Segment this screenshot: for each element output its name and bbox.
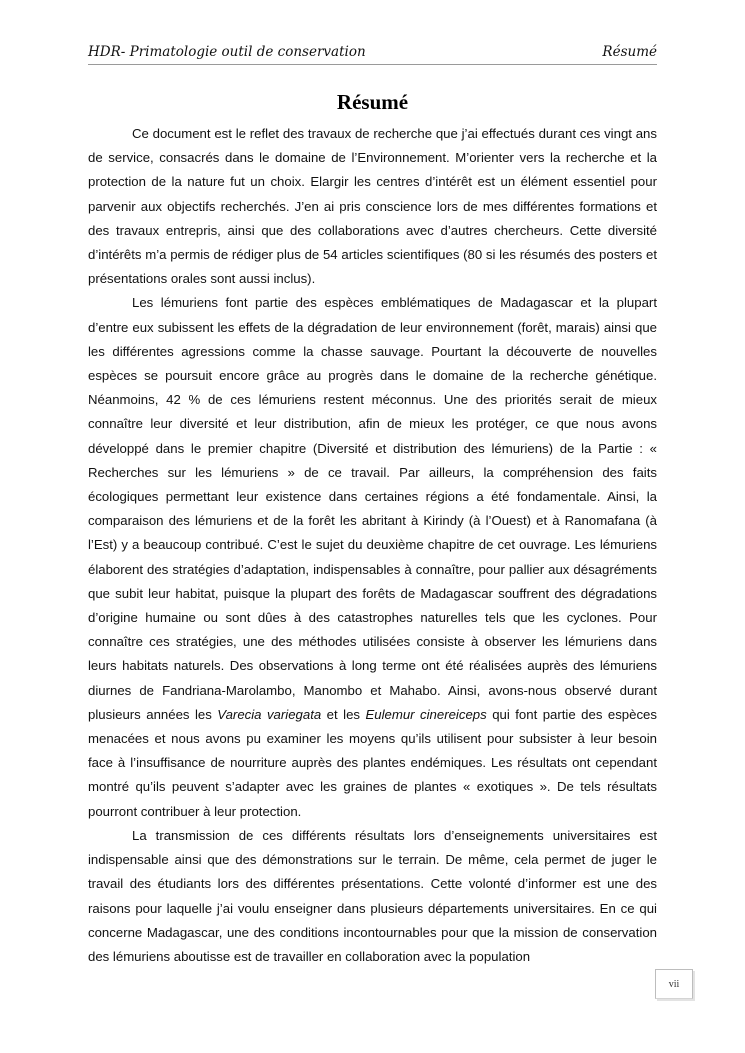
paragraph-2-part-c: qui font partie des espèces menacées et nous avons pu examiner les moyens qu’ils utilisent pour subsister à leur besoin face à l’insuffisance de nourriture auprès des plantes endémiques. Les résultats ont cependant montré qu’ils peuvent s’adapter avec les graines de plantes « exotiques ». De tels résultats pourront contribuer à leur protection. <box>88 706 657 819</box>
page-title: Résumé <box>336 90 409 114</box>
header-document-title: HDR- Primatologie outil de conservation <box>88 44 366 60</box>
header-section-title: Résumé <box>602 44 657 60</box>
body-text <box>88 122 657 969</box>
page-number: vii <box>655 969 693 999</box>
species-name-varecia: Varecia variegata <box>217 706 322 722</box>
paragraph-2-part-a: Les lémuriens font partie des espèces emblématiques de Madagascar et la plupart d’entre eux subissent les effets de la dégradation de leur environnement (forêt, marais) ainsi que les différentes agressions comme la chasse sauvage. Pourtant la découverte de nouvelles espèces se poursuit encore grâce au progrès dans le domaine de la recherche génétique. Néanmoins, 42 % de ces lémuriens restent méconnus. Une des priorités serait de mieux connaître leur diversité et leur distribution, afin de mieux les protéger, ce que nous avons développé dans le premier chapitre (Diversité et distribution des lémuriens) de la Partie : « Recherches sur les lémuriens » de ce travail. Par ailleurs, la compréhension des faits écologiques permettant leur existence dans certaines régions a été fondamentale. Ainsi, la comparaison des lémuriens et de la forêt les abritant à Kirindy (à l’Ouest) et à Ranomafana (à l’Est) y a beaucoup contribué. C’est le sujet du deuxième chapitre de cet ouvrage. Les lémuriens élaborent des stratégies d’adaptation, indispensables à connaître, pour pallier aux désagréments que subit leur habitat, puisque la plupart des forêts de Madagascar souffrent des dégradations d’origine humaine ou sont dûes à des catastrophes naturelles tels que les cyclones. Pour connaître ces stratégies, une des méthodes utilisées consiste à observer les lémuriens dans leurs habitats naturels. Des observations à long terme ont été réalisées auprès des lémuriens diurnes de Fandriana-Marolambo, Manombo et Mahabo. Ainsi, avons-nous observé durant plusieurs années les <box>88 295 657 722</box>
paragraph-3: La transmission de ces différents résultats lors d’enseignements universitaires est indispensable ainsi que des démonstrations sur le terrain. De même, cela permet de juger le travail des étudiants lors des différentes présentations. Cette volonté d’informer est une des raisons pour laquelle j’ai voulu enseigner dans plusieurs départements universitaires. En ce qui concerne Madagascar, une des conditions incontournables pour que la mission de conservation des lémuriens aboutisse est de travailler en collaboration avec la population <box>88 827 657 964</box>
species-name-eulemur: Eulemur cinereiceps <box>365 706 487 722</box>
running-header <box>88 42 657 65</box>
paragraph-2 <box>88 291 657 823</box>
paragraph-1: Ce document est le reflet des travaux de recherche que j’ai effectués durant ces vingt ans de service, consacrés dans le domaine de l’Environnement. M’orienter vers la recherche et la protection de la nature fut un choix. Elargir les centres d’intérêt est un élément essentiel pour parvenir aux objectifs recherchés. J’en ai pris conscience lors de mes différentes formations et des travaux entrepris, ainsi que des collaborations avec d’autres chercheurs. Cette diversité d’intérêts m’a permis de rédiger plus de 54 articles scientifiques (80 si les résumés des posters et présentations orales sont aussi inclus). <box>88 126 657 287</box>
paragraph-2-part-b: et les <box>321 706 366 722</box>
